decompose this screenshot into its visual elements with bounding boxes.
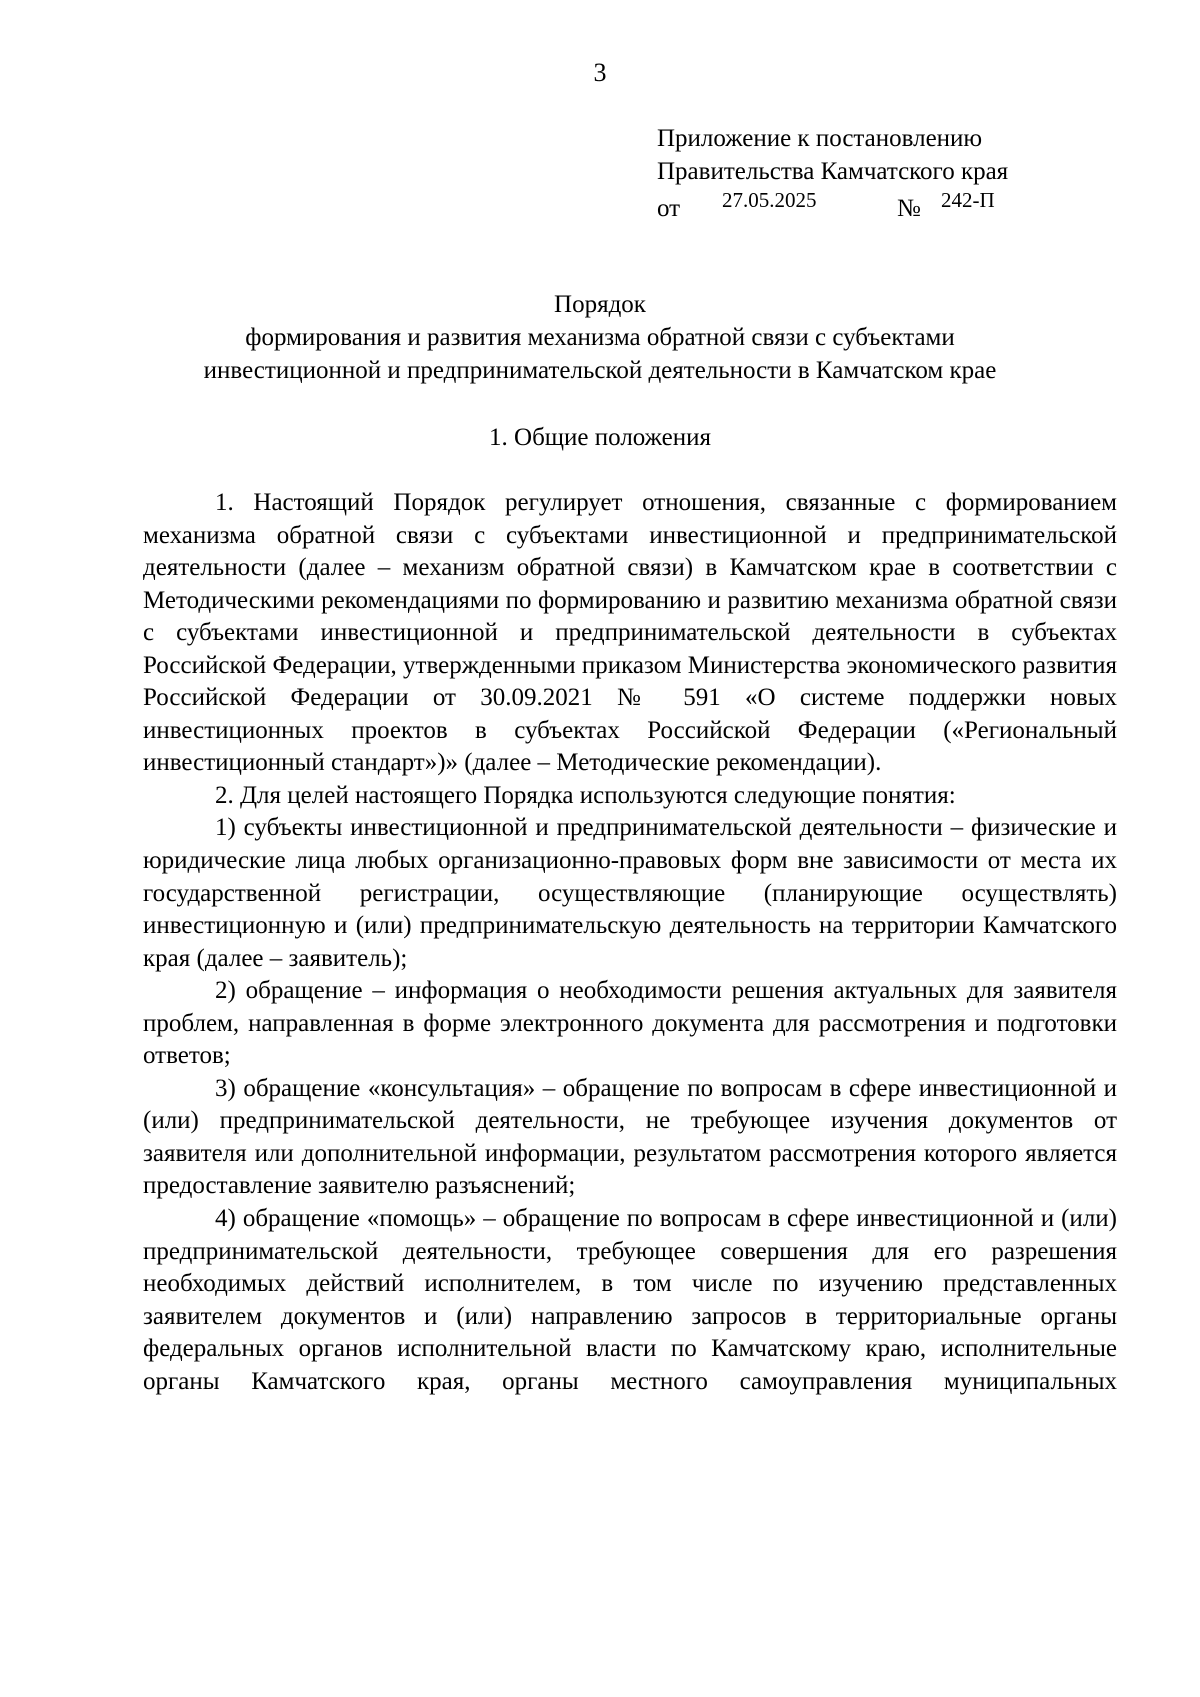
document-title	[0, 288, 1200, 387]
title-line-2: формирования и развития механизма обратной связи с субъектами	[245, 324, 955, 351]
appendix-header	[657, 122, 1008, 222]
appendix-from-label: от	[657, 195, 681, 222]
paragraph-2: 2. Для целей настоящего Порядка используются следующие понятия:	[215, 781, 956, 809]
appendix-number: 242-П	[941, 188, 995, 212]
paragraph-definition-4: 4) обращение «помощь» – обращение по вопросам в сфере инвестиционной и (или) предпринимательской деятельности, требующее совершения для его разрешения необходимых действий исполнителем, в том числе по изучению представленных заявителем документов и (или) направлению запросов в территориальные органы федеральных органов исполнительной власти по Камчатскому краю, исполнительные органы Камчатского края, органы местного самоуправления муниципальных	[143, 1205, 1117, 1395]
section-heading: 1. Общие положения	[489, 424, 711, 451]
document-body	[143, 487, 1117, 1398]
title-line-3: инвестиционной и предпринимательской деятельности в Камчатском крае	[203, 357, 997, 384]
page-number: 3	[593, 58, 607, 87]
title-line-1: Порядок	[554, 291, 646, 318]
paragraph-definition-2: 2) обращение – информация о необходимости решения актуальных для заявителя проблем, направленная в форме электронного документа для рассмотрения и подготовки ответов;	[143, 977, 1117, 1070]
paragraph-definition-1: 1) субъекты инвестиционной и предпринимательской деятельности – физические и юридические лица любых организационно-правовых форм вне зависимости от места их государственной регистрации, осуществляющие (планирующие осуществлять) инвестиционную и (или) предпринимательскую деятельность на территории Камчатского края (далее – заявитель);	[143, 814, 1117, 972]
paragraph-definition-3: 3) обращение «консультация» – обращение по вопросам в сфере инвестиционной и (или) предпринимательской деятельности, не требующее изучения документов от заявителя или дополнительной информации, результатом рассмотрения которого является предоставление заявителю разъяснений;	[143, 1074, 1117, 1200]
appendix-number-sign: №	[897, 195, 921, 222]
appendix-line-1: Приложение к постановлению	[657, 125, 983, 152]
appendix-meta	[657, 188, 1008, 222]
paragraph-1: 1. Настоящий Порядок регулирует отношения, связанные с формированием механизма обратной связи с субъектами инвестиционной и предпринимательской деятельности (далее – механизм обратной связи) в Камчатском крае в соответствии с Методическими рекомендациями по формированию и развитию механизма обратной связи с субъектами инвестиционной и предпринимательской деятельности в субъектах Российской Федерации, утвержденными приказом Министерства экономического развития Российской Федерации от 30.09.2021 № 591 «О системе поддержки новых инвестиционных проектов в субъектах Российской Федерации («Региональный инвестиционный стандарт»)» (далее – Методические рекомендации).	[143, 489, 1117, 777]
appendix-line-2: Правительства Камчатского края	[657, 158, 1009, 185]
appendix-date: 27.05.2025	[722, 188, 817, 212]
